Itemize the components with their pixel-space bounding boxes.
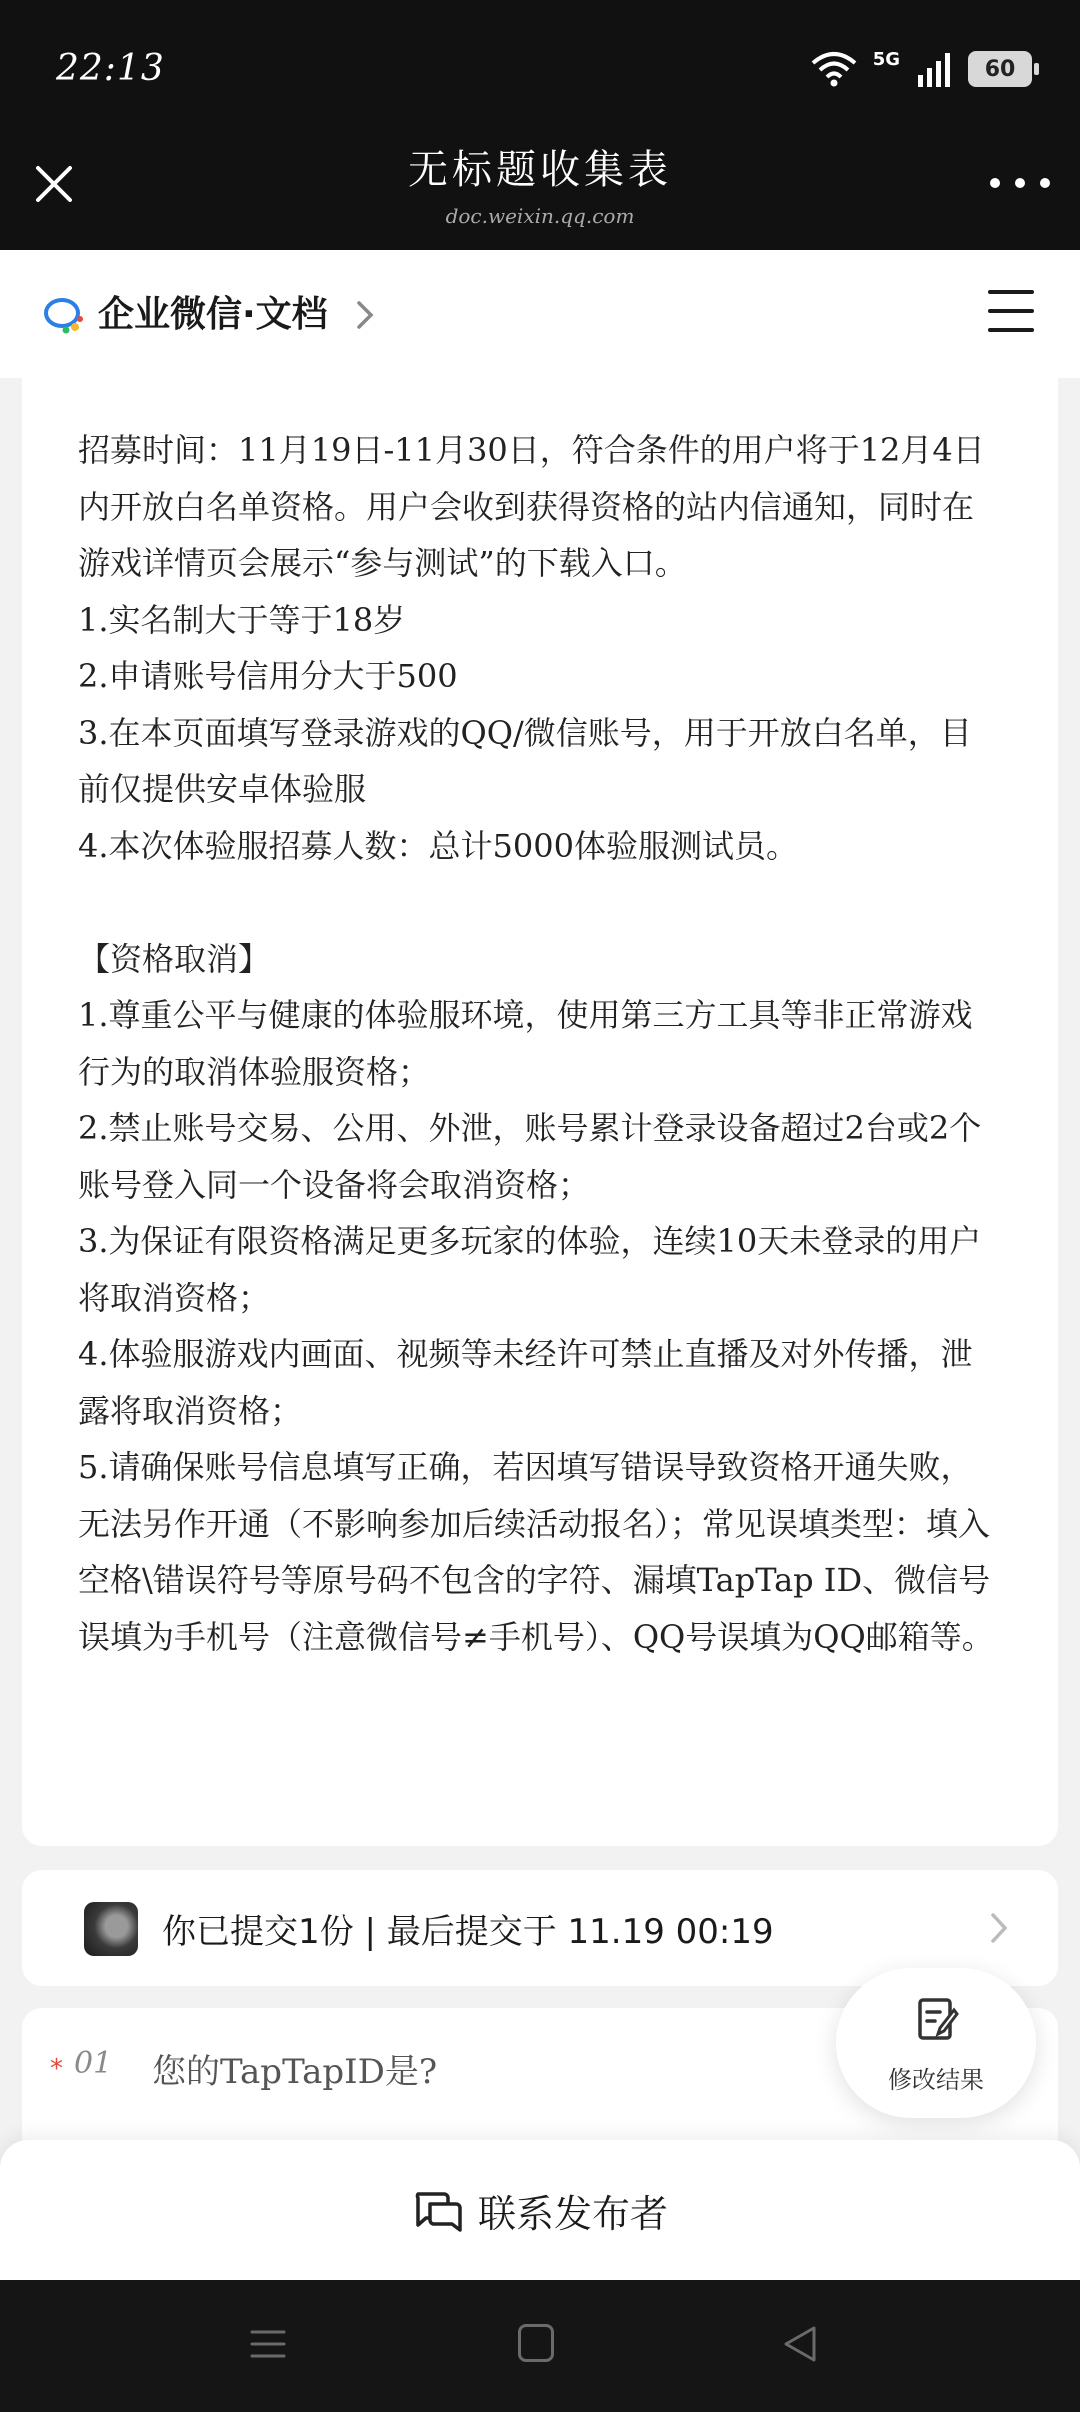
battery-level: 60	[984, 56, 1016, 82]
content-line: 4.本次体验服招募人数：总计5000体验服测试员。	[78, 826, 798, 865]
home-icon[interactable]	[518, 2324, 554, 2362]
more-icon[interactable]	[990, 168, 1050, 198]
edit-result-label: 修改结果	[888, 2066, 984, 2094]
question-title: 您的TapTapID是?	[152, 2052, 438, 2092]
hamburger-menu-icon[interactable]	[988, 290, 1034, 332]
submission-status-text: 你已提交1份 | 最后提交于 11.19 00:19	[162, 1912, 774, 1952]
content-line	[78, 874, 1002, 931]
status-icons	[811, 46, 1032, 92]
content-line: 1.尊重公平与健康的体验服环境，使用第三方工具等非正常游戏行为的取消体验服资格；	[78, 996, 973, 1091]
top-bar	[0, 0, 1080, 250]
brand-name[interactable]: 企业微信·文档	[98, 294, 328, 335]
content-line: 3.为保证有限资格满足更多玩家的体验，连续10天未登录的用户将取消资格；	[78, 1222, 982, 1317]
chat-bubbles-icon	[412, 2188, 464, 2232]
wecom-logo-icon[interactable]	[42, 294, 84, 336]
chevron-right-icon[interactable]	[354, 298, 376, 332]
status-time: 22:13	[56, 48, 165, 89]
content-line: 2.禁止账号交易、公用、外泄，账号累计登录设备超过2台或2个账号登入同一个设备将会取消资格；	[78, 1109, 982, 1204]
avatar	[84, 1902, 138, 1956]
system-navigation-bar	[0, 2280, 1080, 2412]
signal-icon	[916, 51, 952, 87]
page-domain: doc.weixin.qq.com	[445, 204, 635, 228]
content-line: 5.请确保账号信息填写正确，若因填写错误导致资格开通失败，无法另作开通（不影响参加后续活动报名）；常见误填类型：填入空格\错误符号等原号码不包含的字符、漏填TapTap ID、微信号误填为手机号（注意微信号≠手机号）、QQ号误填为QQ邮箱等。	[78, 1448, 994, 1656]
edit-form-icon	[916, 1996, 960, 2044]
chevron-right-icon	[988, 1910, 1010, 1946]
wifi-icon	[811, 51, 857, 87]
form-description-text	[78, 422, 1002, 1665]
content-line: 【资格取消】	[78, 939, 271, 978]
contact-publisher-label: 联系发布者	[477, 2191, 668, 2236]
content-line: 2.申请账号信用分大于500	[78, 657, 458, 695]
network-type: 5G	[872, 48, 900, 70]
content-line: 4.体验服游戏内画面、视频等未经许可禁止直播及对外传播，泄露将取消资格；	[78, 1335, 973, 1430]
battery-indicator	[968, 51, 1032, 87]
recent-apps-icon[interactable]	[248, 2326, 288, 2362]
content-line: 1.实名制大于等于18岁	[78, 600, 406, 639]
contact-bar	[0, 2140, 1080, 2280]
required-mark: *	[50, 2054, 63, 2084]
content-line: 招募时间：11月19日-11月30日，符合条件的用户将于12月4日内开放白名单资格。用户会收到获得资格的站内信通知，同时在游戏详情页会展示“参与测试”的下载入口。	[78, 431, 985, 582]
page-title: 无标题收集表	[408, 147, 672, 193]
edit-result-button[interactable]	[836, 1968, 1036, 2118]
contact-publisher-button[interactable]	[0, 2180, 1080, 2240]
form-description-card	[22, 378, 1058, 1846]
brand-header	[0, 250, 1080, 378]
content-line: 3.在本页面填写登录游戏的QQ/微信账号，用于开放白名单，目前仅提供安卓体验服	[78, 713, 972, 808]
question-number: 01	[74, 2046, 113, 2081]
back-icon[interactable]	[782, 2324, 818, 2364]
